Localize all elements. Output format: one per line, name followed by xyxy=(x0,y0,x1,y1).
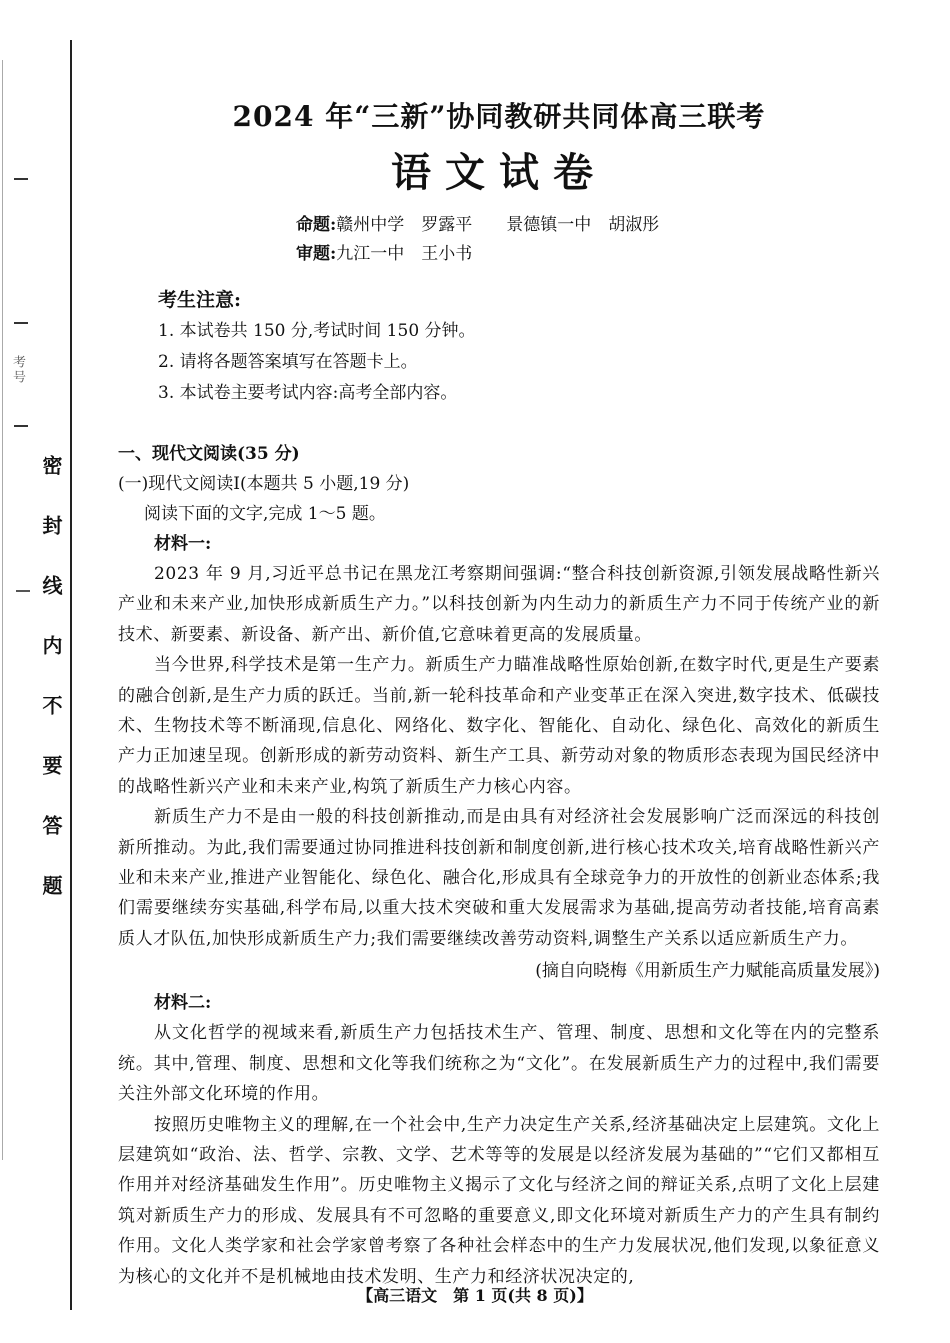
material-2-heading: 材料二: xyxy=(154,993,212,1014)
material-1-paragraph: 当今世界,科学技术是第一生产力。新质生产力瞄准战略性原始创新,在数字时代,更是生产要素的融合创新,是生产力质的跃迁。当前,新一轮科技革命和产业变革正在深入突进,数字技术、低碳技术、生物技术等不断涌现,信息化、网络化、数字化、智能化、自动化、绿色化、高效化的新质生产力正加速呈现。创新形成的新劳动资料、新生产工具、新劳动对象的物质形态表现为国民经济中的战略性新兴产业和未来产业,构筑了新质生产力核心内容。 xyxy=(118,655,880,797)
setters-label: 命题: xyxy=(296,215,337,235)
exam-number-blank xyxy=(16,590,30,592)
exam-title: 2024 年“三新”协同教研共同体高三联考 xyxy=(232,100,766,133)
margin-tick xyxy=(14,425,28,427)
material-1-heading: 材料一: xyxy=(154,534,212,554)
sub-section-heading: (一)现代文阅读Ⅰ(本题共 5 小题,19 分) xyxy=(118,474,410,494)
margin-edge-line xyxy=(2,60,3,1160)
exam-number-label: 考号 xyxy=(10,355,25,385)
page-content xyxy=(118,95,880,1292)
material-1-paragraph: 新质生产力不是由一般的科技创新推动,而是由具有对经济社会发展影响广泛而深远的科技创新所推动。为此,我们需要通过协同推进科技创新和制度创新,进行核心技术攻关,培育战略性新兴产业和未来产业,推进产业智能化、绿色化、融合化,形成具有全球竞争力的开放性的创新业态体系;我们需要继续夯实基础,科学布局,以重大技术突破和重大发展需求为基础,提高劳动者技能,培育高素质人才队伍,加快形成新质生产力;我们需要继续改善劳动资料,调整生产关系以适应新质生产力。 xyxy=(118,807,880,949)
setters-row xyxy=(296,211,880,240)
notice-item: 1. 本试卷共 150 分,考试时间 150 分钟。 xyxy=(158,321,476,341)
material-1-paragraph: 2023 年 9 月,习近平总书记在黑龙江考察期间强调:“整合科技创新资源,引领发展战略性新兴产业和未来产业,加快形成新质生产力。”以科技创新为内生动力的新质生产力不同于传统产业的新技术、新要素、新设备、新产出、新价值,它意味着更高的发展质量。 xyxy=(118,564,880,645)
candidate-notice xyxy=(158,285,880,409)
notice-title: 考生注意: xyxy=(158,289,242,311)
reviewer-row xyxy=(296,240,880,269)
section-modern-reading xyxy=(118,439,880,1292)
subject-title: 语文试卷 xyxy=(391,149,607,196)
material-1-source: (摘自向晓梅《用新质生产力赋能高质量发展》) xyxy=(535,961,880,982)
page-footer: 【高三语文 第 1 页(共 8 页)】 xyxy=(357,1286,593,1305)
reviewer-label: 审题: xyxy=(296,244,337,264)
reviewer-name: 九江一中 王小书 xyxy=(336,244,473,264)
notice-item: 3. 本试卷主要考试内容:高考全部内容。 xyxy=(158,383,458,403)
margin-tick xyxy=(14,178,28,180)
seal-line-notice: 密封线内不要答题 xyxy=(39,455,63,935)
material-2-paragraph: 从文化哲学的视域来看,新质生产力包括技术生产、管理、制度、思想和文化等在内的完整系统。其中,管理、制度、思想和文化等我们统称之为“文化”。在发展新质生产力的过程中,我们需要关注外部文化环境的作用。 xyxy=(118,1023,880,1105)
reading-instruction: 阅读下面的文字,完成 1～5 题。 xyxy=(144,504,386,524)
binding-line xyxy=(70,40,72,1310)
notice-item: 2. 请将各题答案填写在答题卡上。 xyxy=(158,352,418,372)
section-heading: 一、现代文阅读(35 分) xyxy=(118,444,300,464)
material-2-paragraph: 按照历史唯物主义的理解,在一个社会中,生产力决定生产关系,经济基础决定上层建筑。文化上层建筑如“政治、法、哲学、宗教、文学、艺术等等的发展是以经济发展为基础的”“它们又都相互作用并对经济基础发生作用”。历史唯物主义揭示了文化与经济之间的辩证关系,点明了文化上层建筑对新质生产力的形成、发展具有不可忽略的重要意义,即文化环境对新质生产力的产生具有制约作用。文化人类学家和社会学家曾考察了各种社会样态中的生产力发展状况,他们发现,以象征意义为核心的文化并不是机械地由技术发明、生产力和经济状况决定的, xyxy=(118,1114,880,1287)
setters-names: 赣州中学 罗露平 景德镇一中 胡淑彤 xyxy=(336,215,660,235)
margin-tick xyxy=(14,322,28,324)
authors-block xyxy=(296,211,880,269)
